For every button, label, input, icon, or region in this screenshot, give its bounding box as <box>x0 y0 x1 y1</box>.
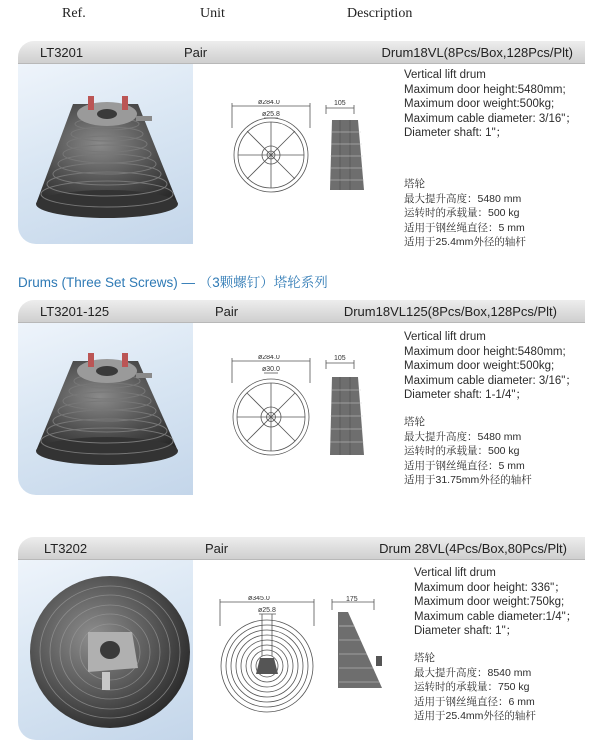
ref-column-header: Ref. <box>62 6 86 21</box>
desc-line-cn: 适用于钢丝绳直径：5 mm <box>404 459 525 472</box>
desc-line: Maximum cable diameter: 3/16"； <box>404 374 577 387</box>
dimension-width: 175 <box>346 596 358 603</box>
unit-column-header: Unit <box>200 6 225 21</box>
product-unit: Pair <box>215 304 239 319</box>
product-photo-lt3201-125 <box>18 323 193 495</box>
technical-drawing-lt3202 <box>214 596 394 716</box>
product-unit: Pair <box>205 541 229 556</box>
desc-line-cn: 运转时的承载量：750 kg <box>414 681 530 694</box>
description-column-header: Description <box>347 6 413 21</box>
product-ref: LT3201 <box>40 45 84 60</box>
product-photo-lt3202 <box>18 560 193 740</box>
desc-line-cn: 塔轮 <box>404 177 425 190</box>
description-lt3201 <box>404 68 577 250</box>
desc-line: Maximum cable diameter: 3/16"； <box>404 112 577 125</box>
description-lt3201-125 <box>404 330 577 488</box>
desc-line: Vertical lift drum <box>404 69 486 81</box>
product-ref: LT3202 <box>44 541 88 556</box>
drum-photo <box>18 64 193 244</box>
dimension-outer-diameter: ø284.0 <box>258 100 280 106</box>
technical-drawing-lt3201-125 <box>222 355 392 460</box>
desc-line: Maximum door height:5480mm; <box>404 83 566 96</box>
desc-line-cn: 最大提升高度：8540 mm <box>414 666 532 679</box>
product-model: Drum18VL(8Pcs/Box,128Pcs/Plt) <box>381 45 573 60</box>
product-unit: Pair <box>184 45 208 60</box>
desc-line: Maximum door height:5480mm; <box>404 345 566 358</box>
technical-drawing-lt3201 <box>222 100 392 195</box>
desc-line-cn: 适用于25.4mm外径的轴杆 <box>414 710 536 723</box>
dimension-width: 105 <box>334 100 346 107</box>
product-model: Drum 28VL(4Pcs/Box,80Pcs/Plt) <box>379 541 567 556</box>
desc-line: Vertical lift drum <box>404 331 486 343</box>
section-title: Drums (Three Set Screws) — （3颗螺钉）塔轮系列 <box>18 275 328 290</box>
desc-line-cn: 运转时的承载量：500 kg <box>404 445 520 458</box>
desc-line: Vertical lift drum <box>414 567 496 579</box>
desc-line-cn: 塔轮 <box>404 415 425 428</box>
desc-line-cn: 塔轮 <box>414 651 435 664</box>
desc-line-cn: 适用于31.75mm外径的轴杆 <box>404 474 532 487</box>
product-bar-lt3201 <box>18 41 585 64</box>
desc-line: Diameter shaft: 1"； <box>404 127 508 140</box>
dimension-shaft-diameter: ø30.0 <box>262 366 280 373</box>
dimension-shaft-diameter: ø25.8 <box>258 607 276 614</box>
product-model: Drum18VL125(8Pcs/Box,128Pcs/Plt) <box>343 304 557 319</box>
product-photo-lt3201 <box>18 64 193 244</box>
desc-line-cn: 适用于25.4mm外径的轴杆 <box>404 236 526 249</box>
desc-line: Maximum door weight:500kg; <box>404 98 555 111</box>
product-bar-lt3202 <box>18 537 585 560</box>
desc-line-cn: 最大提升高度：5480 mm <box>404 192 522 205</box>
drum-photo <box>18 323 193 495</box>
dimension-width: 105 <box>334 355 346 362</box>
desc-line: Maximum door height: 336"； <box>414 581 566 594</box>
product-bar-lt3201-125 <box>18 300 585 323</box>
dimension-outer-diameter: ø284.0 <box>258 355 280 361</box>
desc-line-cn: 适用于钢丝绳直径：6 mm <box>414 695 535 708</box>
desc-line-cn: 运转时的承载量：500 kg <box>404 207 520 220</box>
product-ref: LT3201-125 <box>40 304 110 319</box>
desc-line: Maximum cable diameter:1/4"； <box>414 610 578 623</box>
desc-line-cn: 适用于钢丝绳直径：5 mm <box>404 221 525 234</box>
desc-line-cn: 最大提升高度：5480 mm <box>404 430 522 443</box>
desc-line: Diameter shaft: 1-1/4"； <box>404 389 527 402</box>
desc-line: Diameter shaft: 1"； <box>414 625 518 638</box>
desc-line: Maximum door weight:500kg; <box>404 360 555 373</box>
dimension-shaft-diameter: ø25.8 <box>262 111 280 118</box>
dimension-outer-diameter: ø345.0 <box>248 596 270 602</box>
desc-line: Maximum door weight:750kg; <box>414 596 565 609</box>
drum-photo <box>18 560 193 740</box>
description-lt3202 <box>414 566 577 724</box>
